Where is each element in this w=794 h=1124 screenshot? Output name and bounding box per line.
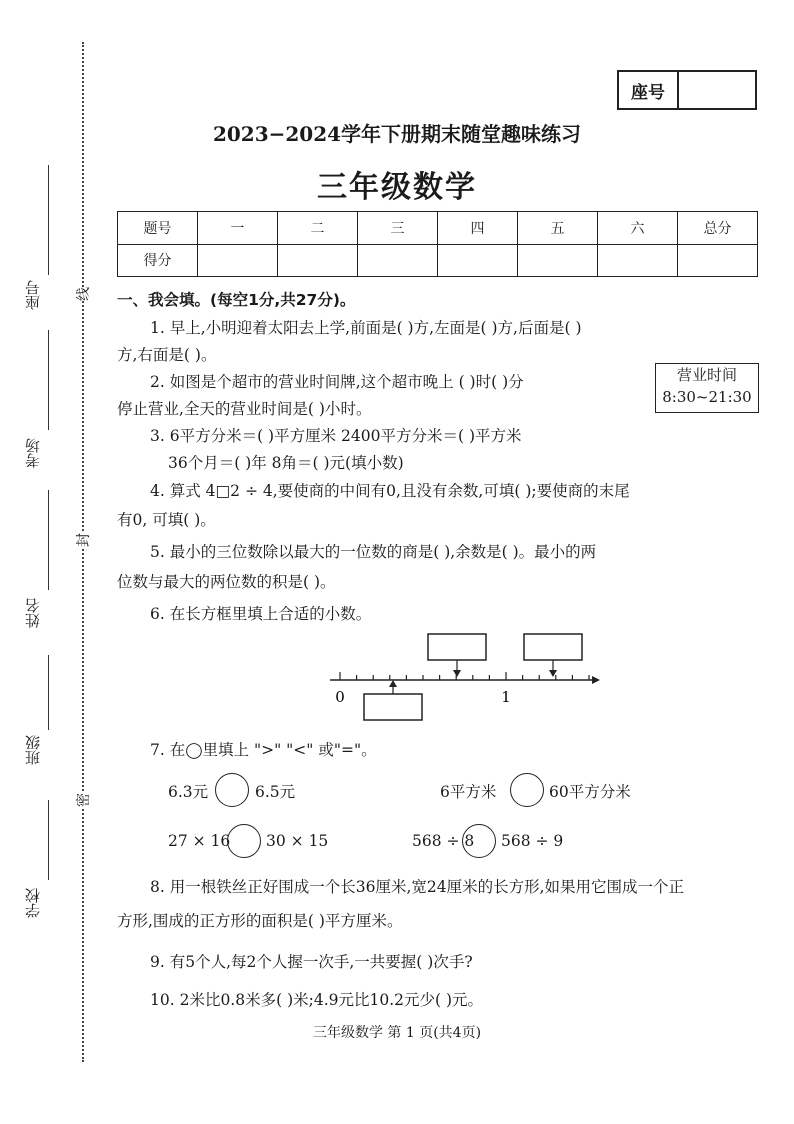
business-hours-sign: [655, 363, 759, 413]
section-heading: 一、我会填。(每空1分,共27分)。: [117, 291, 356, 309]
seat-box-label: 座号: [619, 72, 679, 108]
score-input-cell[interactable]: [198, 244, 278, 277]
question-5-line1: 5. 最小的三位数除以最大的一位数的商是( ),余数是( )。最小的两: [150, 543, 597, 561]
student-name-field[interactable]: [14, 490, 54, 640]
seat-number-label: 座号: [24, 280, 42, 310]
score-cell: 四: [438, 212, 518, 245]
tick-label-zero: 0: [335, 688, 345, 706]
compare-left: 27 × 16: [168, 832, 231, 850]
score-cell: 得分: [118, 244, 198, 277]
school-line: [48, 800, 49, 880]
class-field[interactable]: [14, 655, 54, 795]
score-table-header-row: [118, 212, 758, 245]
number-line-figure: [320, 628, 610, 724]
business-hours-title: 营业时间: [676, 366, 737, 384]
question-4-line2: 有0, 可填( )。: [117, 511, 216, 529]
answer-box-bottom[interactable]: [364, 694, 422, 720]
score-cell: 二: [278, 212, 358, 245]
question-9: 9. 有5个人,每2个人握一次手,一共要握( )次手?: [150, 953, 473, 971]
question-7: 7. 在◯里填上 ">" "<" 或"="。: [150, 741, 377, 759]
compare-circle[interactable]: [510, 773, 544, 807]
compare-left: 6平方米: [440, 783, 497, 801]
question-6: 6. 在长方框里填上合适的小数。: [150, 605, 372, 623]
business-hours-value: 8:30~21:30: [662, 388, 752, 406]
arrow-head-bottom: [389, 680, 397, 687]
question-1-line1: 1. 早上,小明迎着太阳去上学,前面是( )方,左面是( )方,后面是( ): [150, 319, 582, 337]
compare-circle[interactable]: [215, 773, 249, 807]
score-input-cell[interactable]: [278, 244, 358, 277]
score-input-cell[interactable]: [678, 244, 758, 277]
question-4-line1: 4. 算式 4□2 ÷ 4,要使商的中间有0,且没有余数,可填( );要使商的末尾: [150, 482, 630, 500]
compare-left: 568 ÷ 8: [412, 832, 475, 850]
score-cell: 一: [198, 212, 278, 245]
binding-word-mi: 密: [71, 793, 95, 807]
score-cell: 题号: [118, 212, 198, 245]
question-10: 10. 2米比0.8米多( )米;4.9元比10.2元少( )元。: [150, 991, 484, 1009]
arrow-head-top-left: [453, 670, 461, 677]
class-label: 班级: [24, 735, 42, 765]
question-8-line2: 方形,围成的正方形的面积是( )平方厘米。: [117, 912, 403, 930]
student-name-label: 姓名: [24, 598, 42, 628]
compare-right: 6.5元: [255, 783, 296, 801]
score-input-cell[interactable]: [518, 244, 598, 277]
compare-right: 30 × 15: [266, 832, 329, 850]
exam-title: 三年级数学: [317, 170, 477, 205]
score-table: [117, 211, 758, 277]
question-3-line1: 3. 6平方分米＝( )平方厘米 2400平方分米＝( )平方米: [150, 427, 522, 445]
page-footer: 三年级数学 第 1 页(共4页): [312, 1025, 482, 1041]
exam-room-label: 考场: [24, 438, 42, 468]
score-cell: 三: [358, 212, 438, 245]
score-input-cell[interactable]: [358, 244, 438, 277]
score-cell: 六: [598, 212, 678, 245]
number-line-arrowhead: [592, 676, 600, 684]
school-label: 学校: [24, 888, 42, 918]
compare-circle[interactable]: [462, 824, 496, 858]
exam-room-line: [48, 330, 49, 430]
score-table-score-row: [118, 244, 758, 277]
class-line: [48, 655, 49, 730]
compare-circle[interactable]: [227, 824, 261, 858]
question-2-line2: 停止营业,全天的营业时间是( )小时。: [117, 400, 372, 418]
compare-right: 568 ÷ 9: [501, 832, 564, 850]
question-3-line2: 36个月＝( )年 8角＝( )元(填小数): [168, 454, 404, 472]
question-5-line2: 位数与最大的两位数的积是( )。: [117, 573, 336, 591]
seat-box-value[interactable]: [679, 72, 755, 108]
compare-right: 60平方分米: [549, 783, 631, 801]
student-name-line: [48, 490, 49, 590]
score-cell: 五: [518, 212, 598, 245]
answer-box-top-left[interactable]: [428, 634, 486, 660]
school-field[interactable]: [14, 800, 54, 940]
exam-room-field[interactable]: [14, 330, 54, 480]
score-input-cell[interactable]: [438, 244, 518, 277]
question-2-line1: 2. 如图是个超市的营业时间牌,这个超市晚上 ( )时( )分: [150, 373, 524, 391]
question-1-line2: 方,右面是( )。: [117, 346, 217, 364]
compare-left: 6.3元: [168, 783, 209, 801]
tick-label-one: 1: [501, 688, 511, 706]
seat-number-box: [617, 70, 757, 110]
binding-word-xian: 线: [71, 287, 95, 301]
score-cell: 总分: [678, 212, 758, 245]
question-8-line1: 8. 用一根铁丝正好围成一个长36厘米,宽24厘米的长方形,如果用它围成一个正: [150, 878, 685, 896]
score-input-cell[interactable]: [598, 244, 678, 277]
exam-subtitle: 2023−2024学年下册期末随堂趣味练习: [212, 122, 582, 146]
answer-box-top-right[interactable]: [524, 634, 582, 660]
binding-word-feng: 封: [71, 533, 95, 547]
